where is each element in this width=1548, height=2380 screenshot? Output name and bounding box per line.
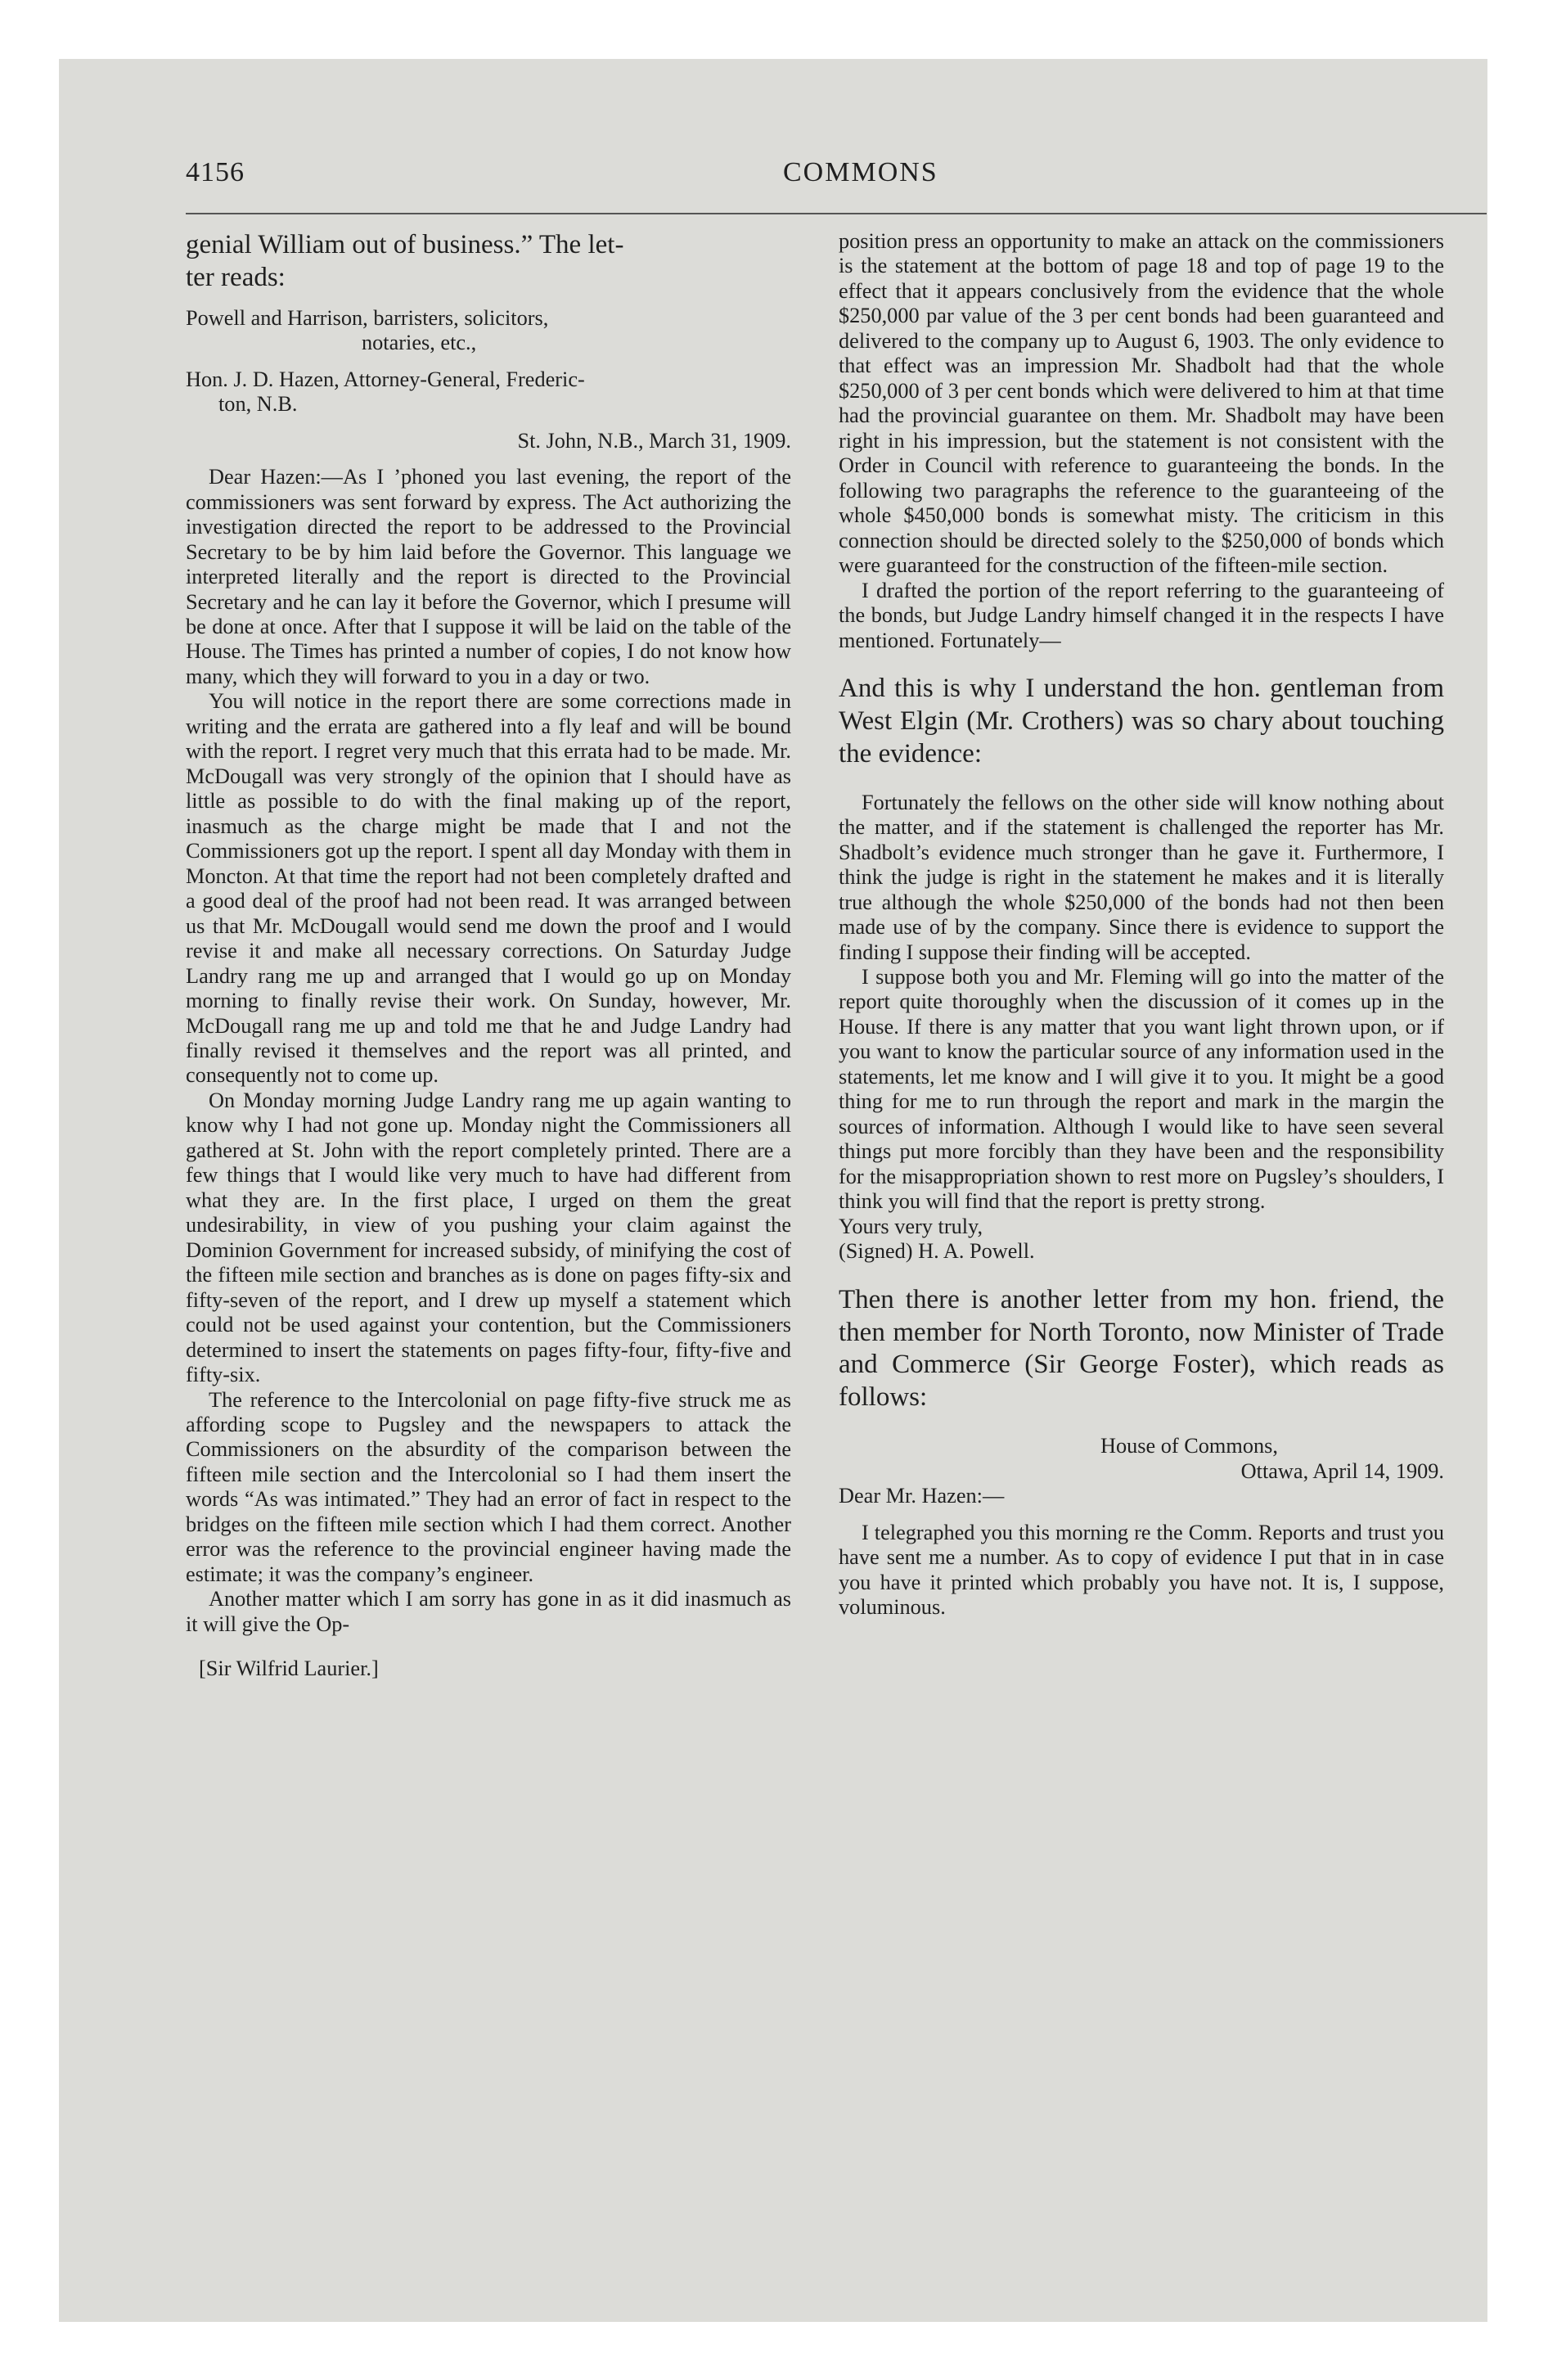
paragraph: The reference to the Intercolonial on page fifty-five struck me as affording scope to Pugsley and the newspapers to attack the Commissioners on the absurdity of the comparison between the fifteen mile section and the Intercolonial so I had them insert the words “As was intimated.” They had an error of fact in respect to the bridges on the fifteen mile section which I had them correct. Another error was the reference to the provincial engineer having made the estimate; it was the company’s engineer. bbox=[186, 1387, 791, 1586]
letter-closing: Yours very truly, bbox=[839, 1214, 983, 1238]
paragraph: On Monday morning Judge Landry rang me up again wanting to know why I had not gone up. Monday night the Commissioners all gathered at St. John with the report completely printed. There are a few things that I would like very much to have had different from what they are. In the first place, I urged on them the great undesirability, in view of you pushing your claim against the Dominion Government for increased subsidy, of minifying the cost of the fifteen mile section and branches as is done on pages fifty-six and fifty-seven of the report, and I drew up myself a statement which could not be used against your contention, but the Commissioners determined to insert the statements on pages fifty-four, fifty-five and fifty-six. bbox=[186, 1088, 791, 1387]
left-column bbox=[186, 229, 791, 1681]
letter2-address-line-2: Ottawa, April 14, 1909. bbox=[1240, 1458, 1444, 1483]
scanned-page-background bbox=[59, 59, 1487, 2322]
letter2-body bbox=[839, 1521, 1444, 1620]
paragraph: Dear Hazen:—As I ’phoned you last evening, the report of the commissioners was sent forward by express. The Act authorizing the investigation directed the report to be addressed to the Provincial Secretary to be by him laid before the Governor. This language we interpreted literally and the report is directed to the Provincial Secretary and he can lay it before the Governor, which I presume will be done at once. After that I suppose it will be laid on the table of the House. The Times has printed a number of copies, I do not know how many, which they will forward to you in a day or two. bbox=[186, 465, 791, 688]
dateline bbox=[186, 429, 791, 453]
speech-block-1 bbox=[839, 673, 1444, 771]
page-header bbox=[186, 157, 1487, 190]
letterhead-line-2: notaries, etc., bbox=[362, 331, 477, 355]
letterhead-line-1: Powell and Harrison, barristers, solicitors, bbox=[186, 305, 549, 330]
paragraph: I telegraphed you this morning re the Comm. Reports and trust you have sent me a number. As to copy of evidence I put that in in case you have it printed which probably you have not. It is, I suppose, voluminous. bbox=[839, 1520, 1444, 1620]
addressee bbox=[186, 367, 791, 417]
speech-text: And this is why I understand the hon. gentleman from West Elgin (Mr. Crothers) was so chary about touching the evidence: bbox=[839, 673, 1444, 769]
intro-line-2: ter reads: bbox=[186, 262, 286, 292]
letter-body-left bbox=[186, 465, 791, 1637]
dateline-text: St. John, N.B., March 31, 1909. bbox=[517, 428, 791, 453]
paragraph: Another matter which I am sorry has gone in as it did inasmuch as it will give the Op- bbox=[186, 1587, 791, 1636]
letter2-heading bbox=[839, 1434, 1444, 1508]
paragraph: You will notice in the report there are some corrections made in writing and the errata are gathered into a fly leaf and will be bound with the report. I regret very much that this errata had to be made. Mr. McDougall was very strongly of the opinion that I should have as little as possible to do with the final making up of the report, inasmuch as the charge might be made that I and not the Commissioners got up the report. I spent all day Monday with them in Moncton. At that time the report had not been completely drafted and a good deal of the proof had not been read. It was arranged between us that Mr. McDougall would send me down the proof and I would revise it and make all necessary corrections. On Saturday Judge Landry rang me up and arranged that I would go up on Monday morning to finally revise their work. On Sunday, however, Mr. McDougall rang me up and told me that he and Judge Landry had finally revised it themselves and the report was all printed, and consequently not to come up. bbox=[186, 689, 791, 1088]
speech-text: Then there is another letter from my hon. friend, the then member for North Toronto, now Minister of Trade and Commerce (Sir George Foster), which reads as follows: bbox=[839, 1284, 1444, 1413]
header-rule bbox=[186, 213, 1487, 214]
page bbox=[120, 59, 1444, 2322]
addressee-line-1: Hon. J. D. Hazen, Attorney-General, Frederic- bbox=[186, 367, 585, 391]
paragraph: Fortunately the fellows on the other side will know nothing about the matter, and if the statement is challenged the reporter has Mr. Shadbolt’s evidence much stronger than he gave it. Furthermore, I think the judge is right in the statement he makes and it is literally true although the whole $250,000 of the bonds had not then been made use of by the company. Since there is evidence to support the finding I suppose their finding will be accepted. bbox=[839, 790, 1444, 964]
speaker-footer: [Sir Wilfrid Laurier.] bbox=[199, 1657, 379, 1681]
paragraph: I drafted the portion of the report referring to the guaranteeing of the bonds, but Judge Landry himself changed it in the respects I have mentioned. Fortunately— bbox=[839, 578, 1444, 652]
intro-line-1: genial William out of business.” The let- bbox=[186, 230, 624, 259]
letter2-address-line-1: House of Commons, bbox=[1100, 1434, 1278, 1458]
letterhead bbox=[186, 306, 791, 356]
letter2-salutation: Dear Mr. Hazen:— bbox=[839, 1484, 1005, 1508]
paragraph-continued: position press an opportunity to make an attack on the commissioners is the statement at the bottom of page 18 and top of page 19 to the effect that it appears conclusively from the evidence that the whole $250,000 par value of the 3 per cent bonds had been guaranteed and delivered to the company up to August 6, 1903. The only evidence to that effect was an impression Mr. Shadbolt had that the whole $250,000 of 3 per cent bonds which were delivered to him at that time had the provincial guarantee on them. Mr. Shadbolt may have been right in his impression, but the statement is not consistent with the Order in Council with reference to guaranteeing the bonds. In the following two paragraphs the reference to the guaranteeing of the whole $450,000 bonds is somewhat misty. The criticism in this connection should be directed solely to the $250,000 of bonds which were guaranteed for the construction of the fifteen-mile section. bbox=[839, 229, 1444, 578]
running-title: COMMONS bbox=[783, 157, 938, 187]
letter-signature: (Signed) H. A. Powell. bbox=[839, 1239, 1035, 1264]
right-column bbox=[839, 229, 1444, 1620]
page-number: 4156 bbox=[186, 157, 245, 187]
letter-body-right bbox=[839, 229, 1444, 653]
addressee-line-2: ton, N.B. bbox=[218, 392, 298, 417]
intro-speech bbox=[186, 229, 791, 295]
letter-body-right-2 bbox=[839, 791, 1444, 1264]
speech-block-2 bbox=[839, 1284, 1444, 1415]
paragraph: I suppose both you and Mr. Fleming will go into the matter of the report quite thoroughly when the discussion of it comes up in the House. If there is any matter that you want light thrown upon, or if you want to know the particular source of any information used in the statements, let me know and I will give it to you. It might be a good thing for me to run through the report and mark in the margin the sources of information. Although I would like to have seen several things put more forcibly than they have been and the responsibility for the misappropriation shown to rest more on Pugsley’s shoulders, I think you will find that the report is pretty strong. bbox=[839, 965, 1444, 1214]
